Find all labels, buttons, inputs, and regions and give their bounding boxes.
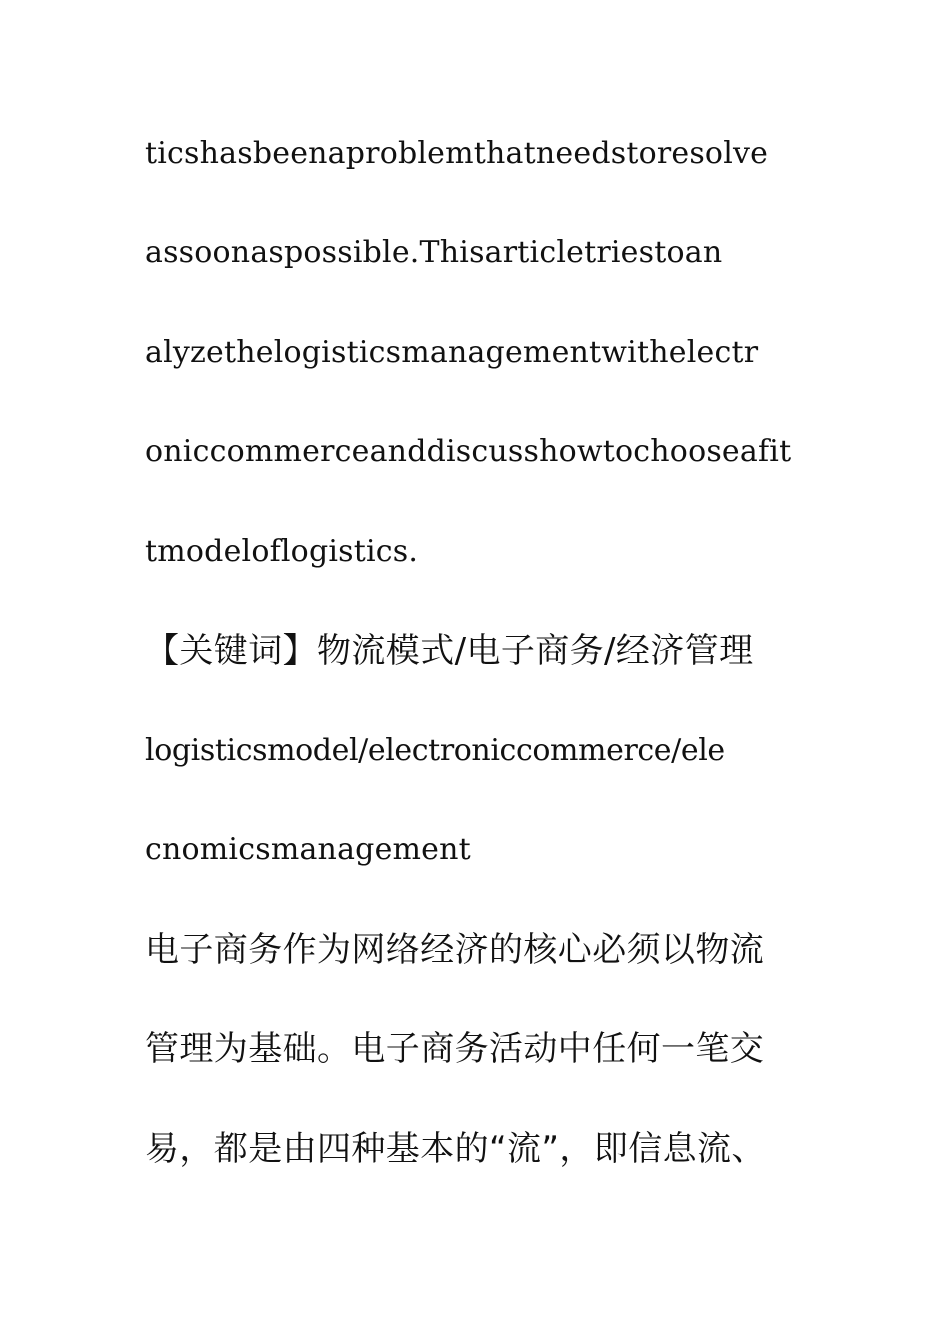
abstract-en-line-5: tmodeloflogistics.	[145, 534, 419, 569]
body-line-3: 易，都是由四种基本的“流”，即信息流、	[145, 1129, 766, 1169]
abstract-en-line-4: oniccommerceanddiscusshowtochooseafit	[145, 434, 792, 469]
body-line-2: 管理为基础。电子商务活动中任何一笔交	[145, 1029, 765, 1069]
body-line-1: 电子商务作为网络经济的核心必须以物流	[145, 930, 765, 970]
abstract-en-line-2: assoonaspossible.Thisarticletriestoan	[145, 235, 723, 270]
abstract-en-line-3: alyzethelogisticsmanagementwithelectr	[145, 335, 759, 370]
keywords-cn: 【关键词】物流模式/电子商务/经济管理	[145, 631, 754, 671]
abstract-en-line-1: ticshasbeenaproblemthatneedstoresolve	[145, 136, 769, 171]
keywords-en-line-2: cnomicsmanagement	[145, 832, 471, 867]
keywords-en-line-1: logisticsmodel/electroniccommerce/ele	[145, 733, 725, 768]
